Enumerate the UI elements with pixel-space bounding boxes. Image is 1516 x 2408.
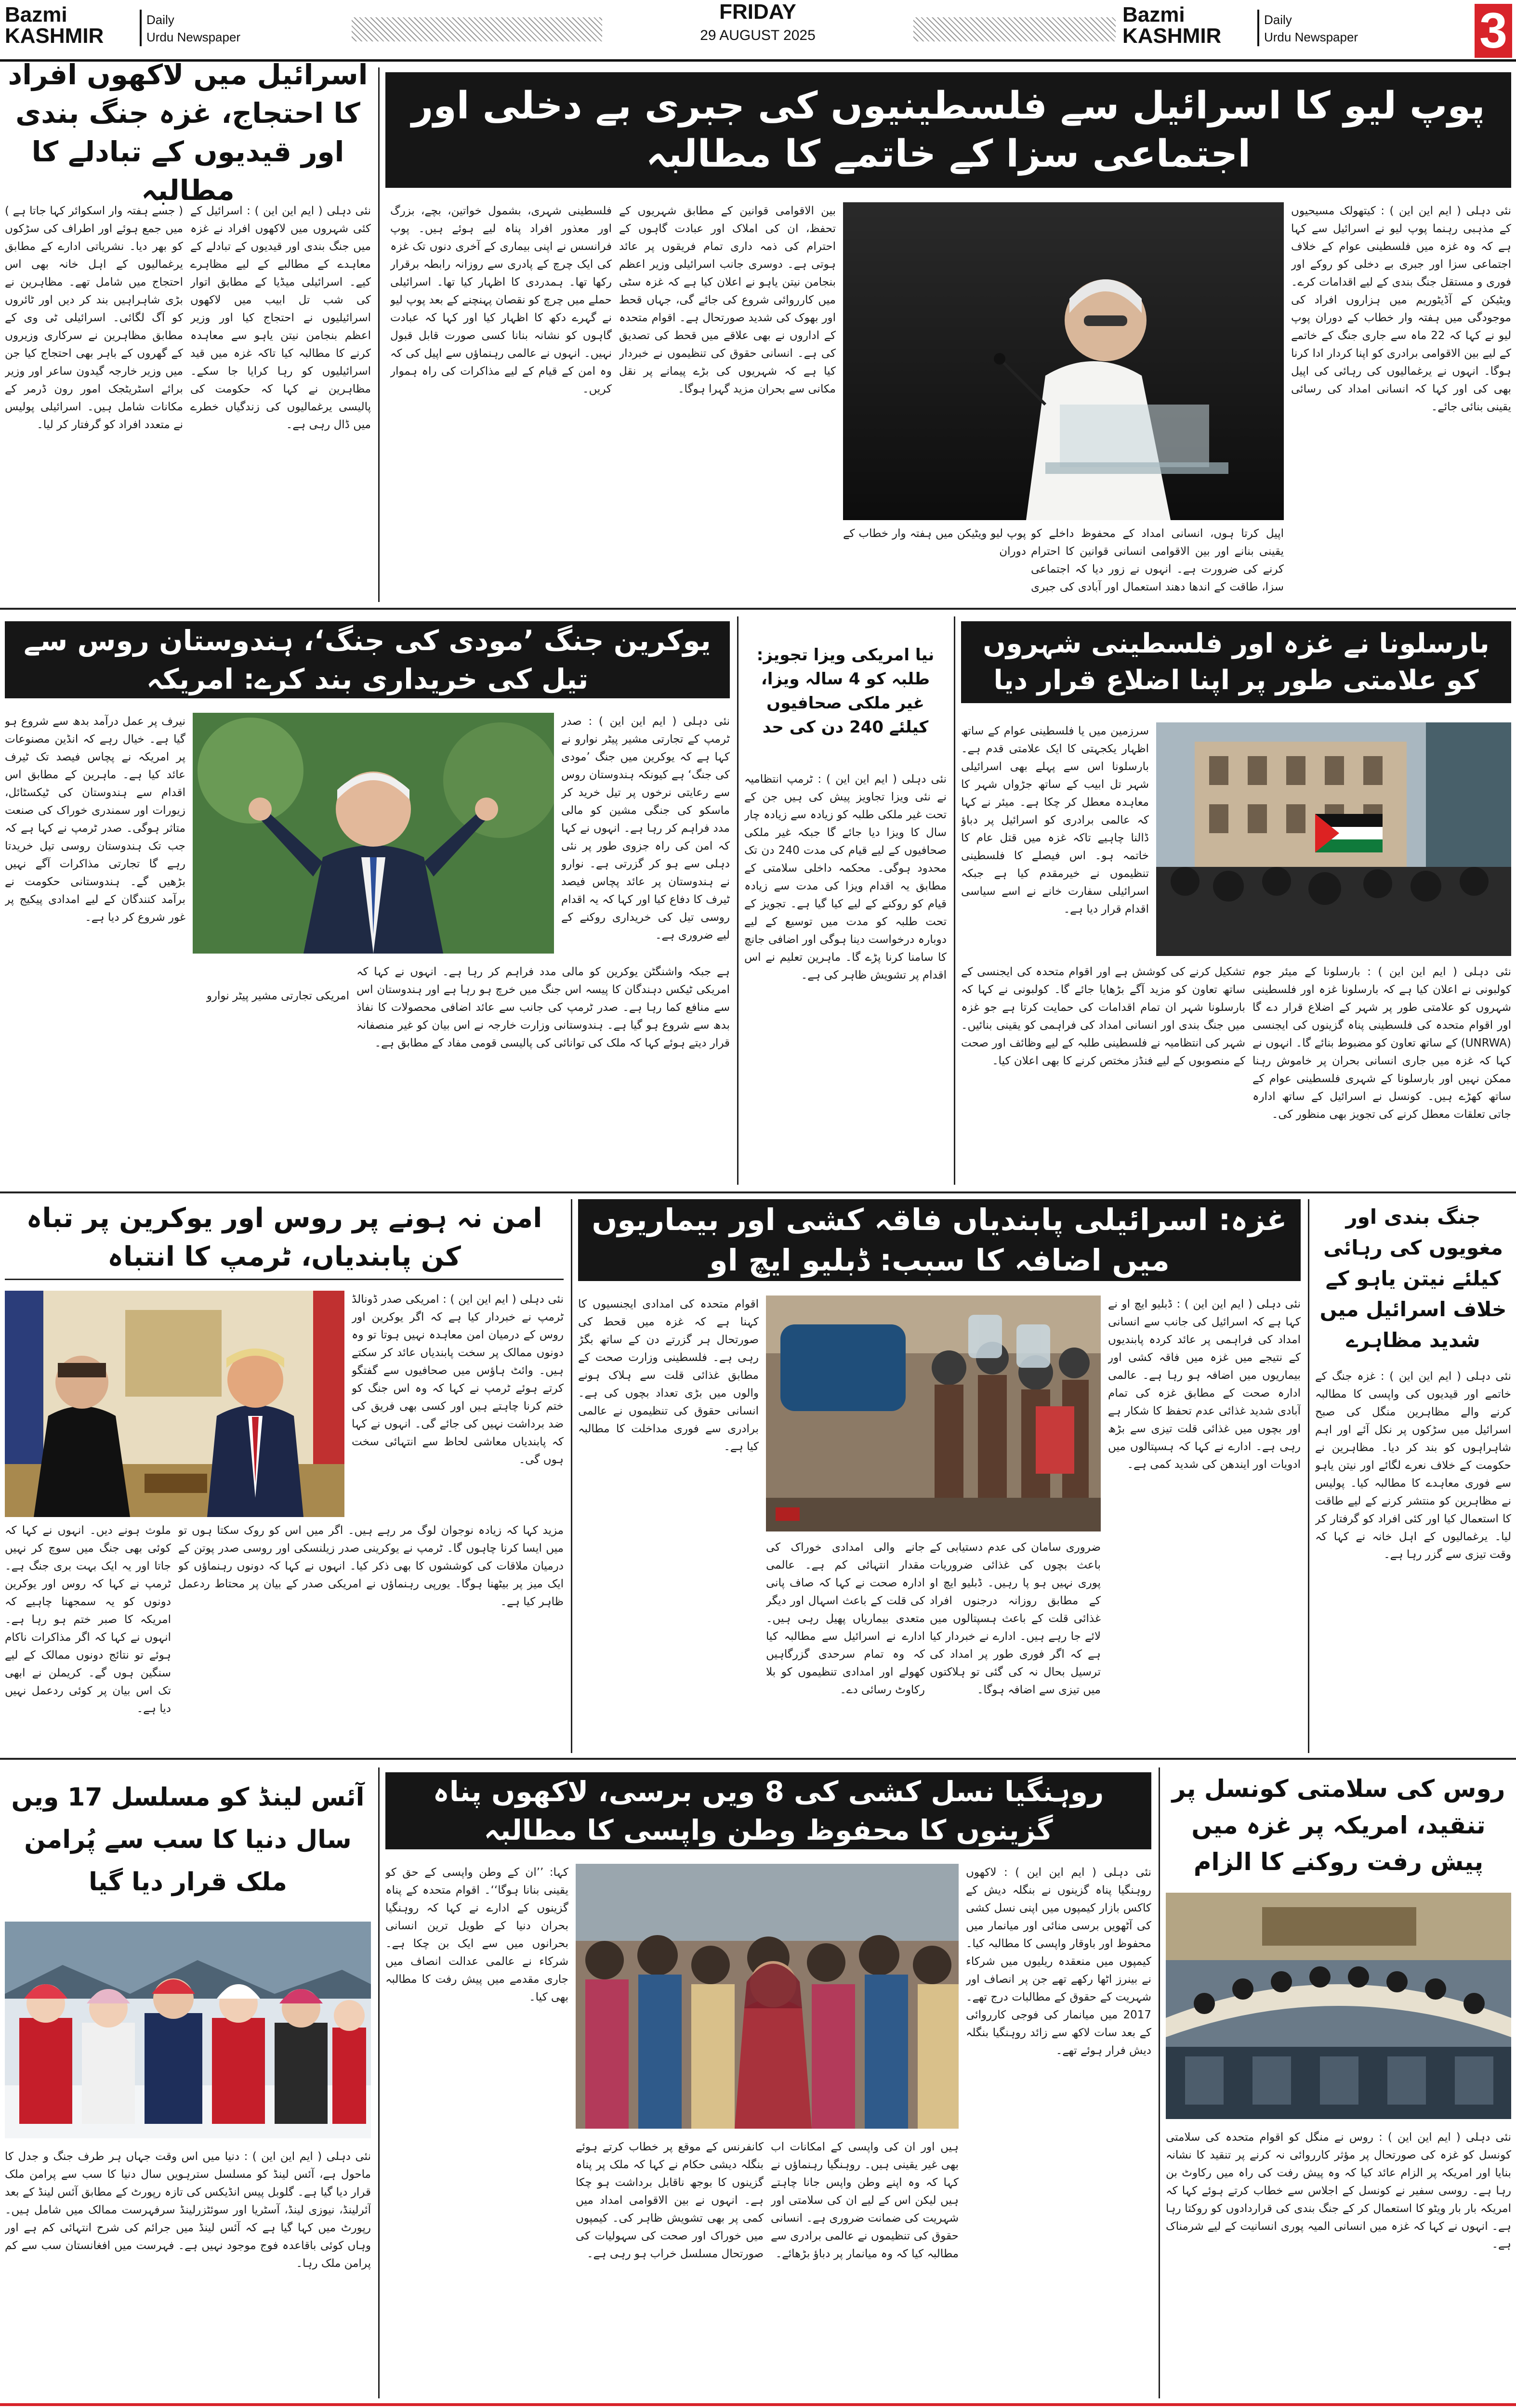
horizontal-rule-1 xyxy=(0,608,1516,610)
rohingya-col1: نئی دہلی ( ایم این این ) : لاکھوں روہنگیا پناہ گزینوں نے بنگلہ دیش کے کاکس بازار کیمپوں میں اپنی نسل کشی کی آٹھویں برسی منائی اور میانمار میں محفوظ اور باوقار واپسی کا مطالبہ کیا۔ کیمپوں میں منعقدہ ریلیوں میں شرکاء نے بینرز اٹھا رکھے تھے جن پر انصاف اور شہریت کے حقوق کے مطالبات درج تھے۔ 2017 میں میانمار کی فوجی کارروائی کے بعد سات لاکھ سے زائد روہنگیا بنگلہ دیش فرار ہوئے تھے۔ xyxy=(966,1866,1151,2057)
embargo-headline: امن نہ ہونے پر روس اور یوکرین پر تباہ کن پابندیاں، ٹرمپ کا انتباہ xyxy=(26,1203,542,1272)
israel-protest-col2: ( جسے ہفتہ وار اسکوائر کہا جاتا ہے ) میں جمع ہوئے اور اطراف کی سڑکوں کو بھر دیا۔ نشریاتی ادارے کے مطابق یرغمالیوں کے اہل خانہ بھی اس احتجاج میں شامل تھے۔ مظاہرین نے بڑی شاہراہیں بند کر دیں اور ٹائروں کو آگ لگائی۔ اسرائیلی ٹی وی کے مطابق مظاہرین نے سرکاری وزیروں کے گھروں کے باہر بھی احتجاج کیا جن میں وزیر خارجہ گیدون ساعر اور وزیر برائے اسٹریٹجک امور رون ڈرمر کے مکانات شامل ہیں۔ اسرائیلی پولیس نے متعدد افراد کو گرفتار کر لیا۔ xyxy=(5,205,183,431)
modi-war-col1: نئی دہلی ( ایم این این ) : صدر ٹرمپ کے تجارتی مشیر پیٹر نوارو نے کہا ہے کہ یوکرین میں جنگ ’مودی کی جنگ‘ ہے کیونکہ ہندوستان روس سے رعایتی نرخوں پر تیل خرید کر ماسکو کی جنگی مشین کو مالی مدد فراہم کر رہا ہے۔ انہوں نے کہا کہ امن کی راہ جزوی طور پر نئی دہلی سے ہو کر گزرتی ہے۔ نوارو نے ہندوستان پر عائد پچاس فیصد ٹیرف کا دفاع کیا اور کہا کہ یہ اقدام روسی تیل کی خریداری روکنے کے لیے ضروری ہے۔ xyxy=(561,715,730,942)
pope-col3: بین الاقوامی قوانین کے مطابق شہریوں کے تحفظ، ان کی املاک اور عبادت گاہوں کے احترام کی ذمہ داری تمام فریقوں پر عائد ہوتی ہے۔ دوسری جانب اسرائیلی وزیر اعظم بنجامن نیتن یاہو نے اعلان کیا ہے کہ غزہ سٹی میں کارروائی شروع کی جائے گی، جہاں قحط اور بھوک کی شدید صورتحال ہے۔ اقوام متحدہ کے اداروں نے بھی علاقے میں قحط کی تصدیق کی ہے۔ انسانی حقوق کی تنظیموں نے خبردار کیا ہے کہ شہریوں کی بڑے پیمانے پر نقل مکانی سے بحران مزید گہرا ہوگا۔ xyxy=(619,205,836,395)
gaza-who-col3: جانے والی امدادی خوراک کی مقدار انتہائی کم ہے۔ عالمی ادارہ صحت نے کہا کہ صاف پانی کی قلت کے باعث اسہال اور دیگر متعدی بیماریاں پھیل رہی ہیں۔ ادارے نے اسرائیل سے مطالبہ کیا کہ وہ تمام سرحدی گزرگاہیں کھولے اور امدادی تنظیموں کو بلا رکاوٹ رسائی دے۔ xyxy=(766,1541,925,1696)
brand-bottom: KASHMIR xyxy=(5,24,104,48)
brand-top-right: Bazmi xyxy=(1122,3,1185,26)
brand-divider xyxy=(140,10,142,46)
modi-war-caption: امریکی تجارتی مشیر پیٹر نوارو xyxy=(206,990,349,1002)
masthead xyxy=(0,0,1516,62)
embargo-col3: ملوث ہونے دیں۔ انہوں نے کہا کہ کوئی بھی جنگ میں سوچ کر نہیں جاتا اور یہ ایک بہت بری جنگ ہے۔ ٹرمپ نے کہا کہ روس اور یوکرین دونوں کو یہ سمجھنا چاہیے کہ امریکہ کا صبر ختم ہو رہا ہے۔ انہوں نے کہا کہ اگر مذاکرات ناکام ہوئے تو نتائج دونوں ممالک کے لیے سنگین ہوں گے۔ کریملن نے ابھی تک اس بیان پر کوئی ردعمل نہیں دیا ہے۔ xyxy=(5,1524,171,1715)
pope-photo xyxy=(843,202,1284,520)
horizontal-rule-3 xyxy=(0,1758,1516,1760)
modi-war-headline: یوکرین جنگ ’مودی کی جنگ‘، ہندوستان روس سے تیل کی خریداری بند کرے: امریکہ xyxy=(5,621,730,698)
modi-war-col3: نیرف پر عمل درآمد بدھ سے شروع ہو گیا ہے۔ خیال رہے کہ انڈین مصنوعات پر امریکہ نے پچاس فیصد تک ٹیرف عائد کیا ہے۔ ماہرین کے مطابق اس اقدام سے ہندوستان کی ٹیکسٹائل، زیورات اور سمندری خوراک کی صنعت متاثر ہوگی۔ صدر ٹرمپ نے کہا ہے کہ جب تک ہندوستان روسی تیل خریدتا رہے گا تجارتی مذاکرات آگے نہیں بڑھیں گے۔ ہندوستانی حکومت نے برآمد کنندگان کے لیے امدادی پیکیج پر غور شروع کر دیا ہے۔ xyxy=(5,715,185,924)
navarro-photo xyxy=(193,713,554,954)
barcelona-photo xyxy=(1156,722,1511,956)
barcelona-headline: بارسلونا نے غزہ اور فلسطینی شہروں کو علامتی طور پر اپنا اضلاع قرار دیا xyxy=(961,621,1511,703)
iceland-photo xyxy=(5,1922,371,2138)
pope-col2b: پوپ لیو ویٹیکن میں ہفتہ وار خطاب کے دوران xyxy=(843,527,1026,558)
rohingya-col2: ہیں اور ان کی واپسی کے امکانات اب بھی غیر یقینی ہیں۔ روہنگیا رہنماؤں نے کہا کہ وہ اپنے وطن واپس جانا چاہتے ہیں لیکن اس کے لیے ان کی سلامتی اور شہریت کی ضمانت ضروری ہے۔ انسانی حقوق کی تنظیموں نے عالمی برادری سے مطالبہ کیا کہ وہ میانمار پر دباؤ بڑھائے۔ xyxy=(771,2141,959,2260)
embargo-col1: نئی دہلی ( ایم این این ) : امریکی صدر ڈونالڈ ٹرمپ نے خبردار کیا ہے کہ اگر یوکرین اور روس کے درمیان امن معاہدہ نہیں ہوتا تو وہ دونوں ممالک پر سخت پابندیاں عائد کر سکتے ہیں۔ وائٹ ہاؤس میں صحافیوں سے گفتگو کرتے ہوئے ٹرمپ نے کہا کہ وہ اس جنگ کو ختم کرنا چاہتے ہیں اور کسی بھی فریق کی ضد برداشت نہیں کی جائے گی۔ انہوں نے کہا کہ پابندیاں معاشی لحاظ سے انتہائی سخت ہوں گی۔ xyxy=(352,1293,564,1466)
brand-tag-urdu-right: Urdu Newspaper xyxy=(1264,30,1358,44)
modi-war-col2: ہے جبکہ واشنگٹن یوکرین کو مالی مدد فراہم کر رہا ہے۔ انہوں نے کہا کہ امریکی ٹیکس دہندگان کا پیسہ اس جنگ میں خرچ ہو رہا ہے اور ہندوستان اس سے منافع کما رہا ہے۔ صدر ٹرمپ کی جانب سے عائد اضافی محصولات کا نفاذ بدھ سے شروع ہو گیا ہے۔ ہندوستانی وزارت خارجہ نے اس بیان کو غیر منصفانہ قرار دیتے ہوئے کہا کہ ملک کی توانائی کی پالیسی قومی مفاد کے مطابق ہے۔ xyxy=(356,966,730,1049)
issue-day: FRIDAY xyxy=(719,0,796,24)
rohingya-photo xyxy=(576,1864,959,2129)
hatch-left xyxy=(352,17,602,41)
vertical-rule-7 xyxy=(378,1767,380,2398)
rohingya-col3: کانفرنس کے موقع پر خطاب کرتے ہوئے بنگلہ دیشی حکام نے کہا کہ ملک پر پناہ گزینوں کا بوجھ ناقابل برداشت ہو چکا ہے۔ انہوں نے بین الاقوامی امداد میں کمی پر بھی تشویش ظاہر کی۔ کیمپوں میں خوراک اور صحت کی سہولیات کی صورتحال مسلسل خراب ہو رہی ہے۔ xyxy=(576,2141,764,2260)
russia-us-headline: روس کی سلامتی کونسل پر تنقید، امریکہ پر غزہ میں پیش رفت روکنے کا الزام xyxy=(1172,1775,1505,1876)
hatch-right xyxy=(913,17,1116,41)
barcelona-col1: نئی دہلی ( ایم این این ) : بارسلونا کے میئر جوم کولبونی نے اعلان کیا ہے کہ بارسلونا غزہ اور فلسطینی شہروں کو علامتی طور پر شہر کے اضلاع قرار دے گا اور اقوام متحدہ کی فلسطینی پناہ گزینوں کی ایجنسی (UNRWA) کے ساتھ تعاون کو مضبوط بنائے گا۔ انہوں نے کہا کہ غزہ میں جاری انسانی بحران پر خاموش رہنا ممکن نہیں اور بارسلونا کے شہری فلسطینی عوام کے ساتھ کھڑے ہیں۔ کونسل نے اسرائیل کے ساتھ ادارہ جاتی تعلقات معطل کرنے کی تجویز بھی منظور کی۔ xyxy=(1252,966,1511,1121)
russia-us-col1: نئی دہلی ( ایم این این ) : روس نے منگل کو اقوام متحدہ کی سلامتی کونسل کو غزہ کی صورتحال پر مؤثر کارروائی نہ کرنے پر تنقید کا نشانہ بنایا اور امریکہ پر الزام عائد کیا کہ وہ پیش رفت کی راہ میں رکاوٹ بن رہا ہے۔ روسی سفیر نے کونسل کے اجلاس سے خطاب کرتے ہوئے کہا کہ امریکہ بار بار ویٹو کا استعمال کر کے جنگ بندی کی قراردادوں کو روکتا رہا ہے۔ انہوں نے کہا کہ غزہ میں انسانی المیہ پوری انسانیت کے لیے شرمناک ہے۔ xyxy=(1166,2131,1511,2251)
embargo-col2: مزید کہا کہ زیادہ نوجوان لوگ مر رہے ہیں۔ اگر میں اس کو روک سکتا ہوں تو میں ایسا کرنا چاہوں گا۔ ٹرمپ نے یوکرینی صدر زیلنسکی اور روسی صدر پوتن کے درمیان ملاقات کی کوششوں کا بھی ذکر کیا۔ انہوں نے کہا کہ دونوں رہنماؤں کو ایک میز پر بیٹھنا ہوگا۔ یورپی رہنماؤں نے امریکی صدر کے بیان پر محتاط ردعمل ظاہر کیا ہے۔ xyxy=(178,1524,564,1608)
iceland-col1: نئی دہلی ( ایم این این ) : دنیا میں اس وقت جہاں ہر طرف جنگ و جدل کا ماحول ہے، آئس لینڈ کو مسلسل سترہویں سال دنیا کا سب سے پرامن ملک قرار دیا گیا ہے۔ گلوبل پیس انڈیکس کی تازہ رپورٹ کے مطابق آئس لینڈ کے بعد آئرلینڈ، نیوزی لینڈ، آسٹریا اور سوئٹزرلینڈ سرفہرست ممالک میں شامل ہیں۔ رپورٹ میں کہا گیا ہے کہ آئس لینڈ میں جرائم کی شرح انتہائی کم ہے اور وہاں کوئی باقاعدہ فوج موجود نہیں ہے۔ فہرست میں افغانستان سب سے کم پرامن ملک رہا۔ xyxy=(5,2150,371,2270)
gaza-water-photo xyxy=(766,1296,1101,1531)
rohingya-col4: کہا: ’’ان کے وطن واپسی کے حق کو یقینی بنانا ہوگا‘‘۔ اقوام متحدہ کے پناہ گزینوں کے ادارے نے کہا کہ روہنگیا بحران دنیا کے طویل ترین انسانی بحرانوں میں سے ایک بن چکا ہے۔ شرکاء نے عالمی عدالت انصاف میں جاری مقدمے میں پیش رفت کا مطالبہ بھی کیا۔ xyxy=(385,1866,568,2003)
iceland-headline: آئس لینڈ کو مسلسل 17 ویں سال دنیا کا سب سے پُرامن ملک قرار دیا گیا xyxy=(11,1783,365,1897)
brand-tag-daily-right: Daily xyxy=(1264,13,1292,27)
vertical-rule-2 xyxy=(954,616,955,1185)
vertical-rule-3 xyxy=(737,616,738,1185)
barcelona-col3: سرزمین میں یا فلسطینی عوام کے ساتھ اظہار یکجہتی کا ایک علامتی قدم ہے۔ بارسلونا اس سے پہلے بھی اسرائیلی شہر تل ابیب کے ساتھ جڑواں شہر کا معاہدہ معطل کر چکا ہے۔ میئر نے کہا کہ عالمی برادری کو اسرائیل پر دباؤ ڈالنا چاہیے تاکہ غزہ میں قتل عام کا خاتمہ ہو۔ اس فیصلے کا فلسطینی تنظیموں نے خیرمقدم کیا ہے جبکہ اسرائیلی سفارت خانے نے اسے سیاسی اقدام قرار دیا ہے۔ xyxy=(961,725,1149,916)
student-visa-headline: نیا امریکی ویزا تجویز: طلبہ کو 4 سالہ ویزا، غیر ملکی صحافیوں کیلئے 240 دن کی حد xyxy=(756,645,935,737)
issue-date: 29 AUGUST 2025 xyxy=(700,27,816,43)
trump-zelensky-photo xyxy=(5,1291,344,1517)
gaza-who-headline: غزہ: اسرائیلی پابندیاں فاقہ کشی اور بیماریوں میں اضافہ کا سبب: ڈبلیو ایچ او xyxy=(578,1199,1301,1281)
page-number: 3 xyxy=(1475,4,1512,58)
gaza-who-col4: اقوام متحدہ کی امدادی ایجنسیوں کا کہنا ہے کہ غزہ میں قحط کی صورتحال ہر گزرتے دن کے ساتھ بگڑ رہی ہے۔ فلسطینی وزارت صحت کے مطابق غذائی قلت سے ہلاک ہونے والوں میں بڑی تعداد بچوں کی ہے۔ انسانی حقوق کی تنظیموں نے عالمی برادری سے فوری مداخلت کا مطالبہ کیا ہے۔ xyxy=(578,1298,759,1453)
pope-col4: فلسطینی شہری، بشمول خواتین، بچے، بزرگ اور معذور افراد پناہ لیے ہوئے ہیں۔ پوپ فرانسس نے اپنی بیماری کے آخری دنوں تک غزہ کی ایک چرچ کے پادری سے روزانہ رابطہ برقرار رکھا تھا۔ ہمدردی کا اظہار کیا تھا۔ اسرائیلی حملے میں چرچ کو نقصان پہنچنے کے بعد پوپ لیو نے گہرے دکھ کا اظہار کیا اور کہا کہ عبادت گاہوں کو نشانہ بنانا کسی صورت قابل قبول نہیں۔ انہوں نے عالمی رہنماؤں سے اپیل کی کہ وہ امن کے قیام کے لیے مذاکرات کی راہ ہموار کریں۔ xyxy=(390,205,612,395)
ceasefire-demo-col1: نئی دہلی ( ایم این این ) : غزہ جنگ کے خاتمے اور قیدیوں کی واپسی کا مطالبہ کرنے والے مظاہرین منگل کی صبح اسرائیل میں سڑکوں پر نکل آئے اور اہم شاہراہوں کو بند کر دیا۔ مظاہرین نے حکومت کے خلاف نعرے لگائے اور نیتن یاہو سے فوری معاہدے کا مطالبہ کیا۔ پولیس نے مظاہرین کو منتشر کرنے کے لیے طاقت کا استعمال کیا اور کئی افراد کو گرفتار کر لیا۔ یرغمالیوں کے اہل خانہ نے کہا کہ وقت تیزی سے گزر رہا ہے۔ xyxy=(1315,1370,1511,1561)
brand-bottom-right: KASHMIR xyxy=(1122,24,1222,48)
vertical-rule-4 xyxy=(1308,1199,1309,1753)
vertical-rule-5 xyxy=(571,1199,572,1753)
ceasefire-demo-headline: جنگ بندی اور مغویوں کی رہائی کیلئے نیتن یاہو کے خلاف اسرائیل میں شدید مظاہرے xyxy=(1319,1205,1507,1352)
student-visa-col1: نئی دہلی ( ایم این این ) : ٹرمپ انتظامیہ نے نئی ویزا تجاویز پیش کی ہیں جن کے تحت غیر ملکی طلبہ کو زیادہ سے زیادہ چار سال کا ویزا دیا جائے گا جبکہ غیر ملکی صحافیوں کے لیے قیام کی مدت 240 دن تک محدود ہوگی۔ محکمہ داخلی سلامتی کے مطابق یہ اقدام ویزا کی مدت سے زیادہ قیام کو روکنے کے لیے کیا گیا ہے۔ تجویز کے تحت طلبہ کو مدت میں توسیع کے لیے دوبارہ درخواست دینا ہوگی اور اضافی جانچ کا سامنا کرنا پڑے گا۔ ماہرین تعلیم نے اس اقدام پر تشویش ظاہر کی ہے۔ xyxy=(744,773,947,982)
israel-protest-headline: اسرائیل میں لاکھوں افراد کا احتجاج، غزہ جنگ بندی اور قیدیوں کے تبادلے کا مطالبہ xyxy=(8,58,368,207)
horizontal-rule-2 xyxy=(0,1191,1516,1193)
pope-col2: اپیل کرتا ہوں، انسانی امداد کے محفوظ داخلے کو یقینی بنانے اور بین الاقوامی انسانی قوانین کا احترام کرنے کی ضرورت ہے۔ انہوں نے زور دیا کہ اجتماعی سزا، طاقت کے اندھا دھند استعمال اور آبادی کی جبری xyxy=(1031,527,1284,593)
brand-tag-urdu: Urdu Newspaper xyxy=(146,30,241,44)
barcelona-col2: تشکیل کرنے کی کوشش ہے اور اقوام متحدہ کی ایجنسی کے ساتھ تعاون کو مزید آگے بڑھایا جائے گا۔ کولبونی نے کہا کہ بارسلونا شہر ان تمام اقدامات کی حمایت کرتا ہے جو غزہ میں جنگ بندی اور انسانی امداد کی فراہمی کو یقینی بنائیں۔ شہر کی انتظامیہ نے فلسطینی طلبہ کے لیے وظائف اور صحت کے منصوبوں کے لیے فنڈز مختص کرنے کا بھی اعلان کیا۔ xyxy=(961,966,1245,1067)
embargo-underline xyxy=(5,1279,564,1280)
israel-protest-col1: نئی دہلی ( ایم این این ) : اسرائیل کے کئی شہروں میں لاکھوں افراد نے غزہ میں جنگ بندی اور قیدیوں کے تبادلے کے معاہدے کے مطالبے کے لیے مظاہرے کیے۔ اسرائیلی میڈیا کے مطابق اتوار کی شب تل ابیب میں لاکھوں اسرائیلیوں نے احتجاج کیا اور وزیر اعظم بنجامن نیتن یاہو سے معاہدہ کرنے کا مطالبہ کیا تاکہ غزہ میں قید اسرائیلیوں کو رہا کرایا جا سکے۔ مظاہرین نے کہا کہ حکومت کی پالیسی یرغمالیوں کی زندگیاں خطرے میں ڈال رہی ہے۔ xyxy=(190,205,371,431)
brand-top: Bazmi xyxy=(5,3,67,26)
rohingya-headline: روہنگیا نسل کشی کی 8 ویں برسی، لاکھوں پناہ گزینوں کا محفوظ وطن واپسی کا مطالبہ xyxy=(385,1772,1151,1849)
vertical-rule-1 xyxy=(378,67,380,602)
footer-rule xyxy=(0,2403,1516,2406)
vertical-rule-6 xyxy=(1159,1767,1160,2398)
pope-col1: نئی دہلی ( ایم این این ) : کیتھولک مسیحیوں کے مذہبی رہنما پوپ لیو نے اسرائیل سے کہا ہے کہ وہ غزہ میں فلسطینی عوام کے خلاف اجتماعی سزا اور جبری بے دخلی کو روکے اور فوری و مستقل جنگ بندی کے لیے اقدامات کرے۔ ویٹیکن کے آڈیٹوریم میں ہزاروں افراد کی موجودگی میں ہفتہ وار خطاب کے دوران پوپ لیو نے کہا کہ 22 ماہ سے جاری جنگ کے خاتمے کے لیے بین الاقوامی برادری کو اپنا کردار ادا کرنا ہوگا۔ انہوں نے یرغمالیوں کی رہائی کی اپیل بھی کی اور کہا کہ انسانی امداد کی رسائی یقینی بنائی جائے۔ xyxy=(1291,205,1511,413)
gaza-who-col1: نئی دہلی ( ایم این این ) : ڈبلیو ایچ او نے کہا ہے کہ اسرائیل کی جانب سے انسانی امداد کی فراہمی پر عائد کردہ پابندیوں کے نتیجے میں غزہ میں فاقہ کشی اور بیماریوں میں اضافہ ہو رہا ہے۔ عالمی ادارہ صحت کے مطابق غزہ کی تمام آبادی شدید غذائی عدم تحفظ کا شکار ہے اور بچوں میں غذائی قلت تیزی سے بڑھ رہی ہے۔ ادارے نے کہا کہ ہسپتالوں میں ادویات اور ایندھن کی شدید کمی ہے۔ xyxy=(1108,1298,1301,1471)
brand-divider-right xyxy=(1257,10,1259,46)
un-council-photo xyxy=(1166,1893,1511,2119)
brand-tag-daily: Daily xyxy=(146,13,174,27)
pope-headline: پوپ لیو کا اسرائیل سے فلسطینیوں کی جبری بے دخلی اور اجتماعی سزا کے خاتمے کا مطالبہ xyxy=(385,72,1511,188)
gaza-who-col2: ضروری سامان کی عدم دستیابی کے باعث بچوں کی غذائی ضروریات پوری نہیں ہو پا رہیں۔ ڈبلیو ایچ او کے مطابق روزانہ درجنوں افراد غذائی قلت کے باعث ہسپتالوں میں لائے جا رہے ہیں۔ ادارے نے خبردار کیا ہے کہ اگر فوری طور پر امداد کی ترسیل بحال نہ کی گئی تو ہلاکتوں میں تیزی سے اضافہ ہوگا۔ xyxy=(930,1541,1101,1696)
